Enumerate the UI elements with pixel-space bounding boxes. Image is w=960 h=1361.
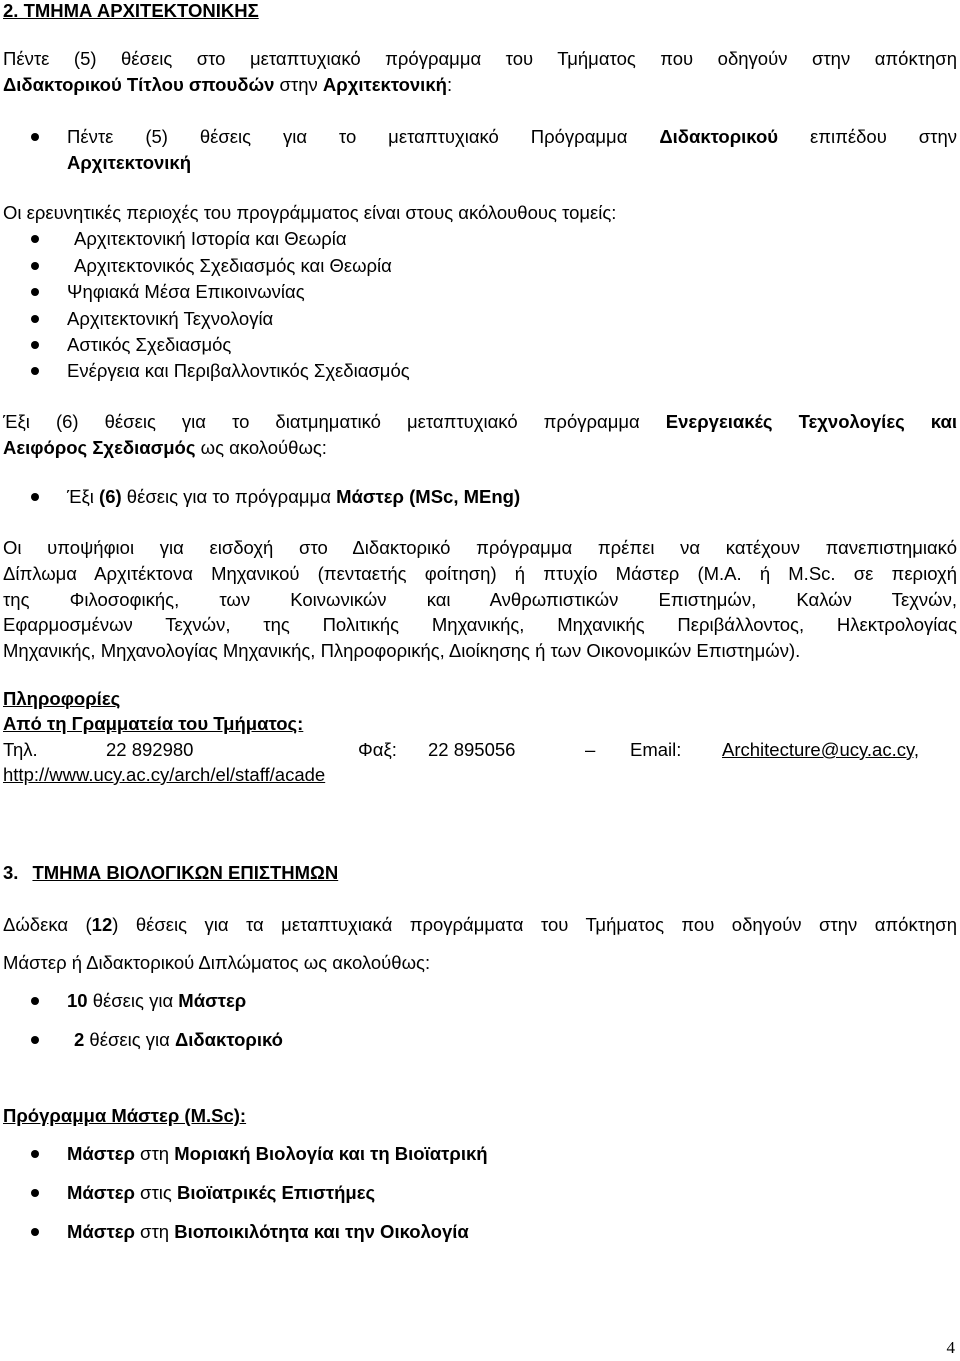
s2-area-item: Ενέργεια και Περιβαλλοντικός Σχεδιασμός bbox=[67, 360, 410, 381]
s2-msc-bullet bbox=[67, 486, 960, 508]
fax-value: 22 895056 bbox=[428, 739, 516, 760]
bullet-icon bbox=[31, 1150, 39, 1158]
bullet-icon bbox=[31, 235, 39, 243]
s2-area-item: Αρχιτεκτονικός Σχεδιασμός και Θεωρία bbox=[74, 255, 392, 276]
s2-intro-line-2 bbox=[3, 74, 957, 96]
bullet-icon bbox=[31, 1189, 39, 1197]
s2-area-item: Ψηφιακά Μέσα Επικοινωνίας bbox=[67, 281, 305, 302]
s3-program-type: Μάστερ bbox=[67, 1143, 135, 1164]
section-2-heading bbox=[3, 0, 957, 22]
s3-program-item bbox=[67, 1182, 960, 1204]
s2-six-bold: Ενεργειακές Τεχνολογίες και bbox=[665, 411, 957, 432]
tel-value: 22 892980 bbox=[106, 739, 194, 760]
s2-phd-bullet-text: Πέντε (5) θέσεις για το μεταπτυχιακό Πρόγραμμα bbox=[67, 126, 660, 147]
s3-program-name: Μοριακή Βιολογία και τη Βιοϊατρική bbox=[174, 1143, 488, 1164]
s3-program-type: Μάστερ bbox=[67, 1221, 135, 1242]
s2-phd-bullet-bold: Διδακτορικού bbox=[659, 126, 779, 147]
s3-phd-text: θέσεις για bbox=[84, 1029, 175, 1050]
s3-intro-tail: ) θέσεις για τα μεταπτυχιακά προγράμματα του Τμήματος που οδηγούν στην απόκτηση bbox=[112, 914, 957, 935]
s2-intro-bold-2: Αρχιτεκτονική bbox=[322, 74, 447, 95]
bullet-icon bbox=[31, 341, 39, 349]
s3-phd-positions bbox=[74, 1029, 960, 1051]
tel-label: Τηλ. bbox=[3, 739, 38, 760]
s3-intro-number: 12 bbox=[91, 914, 113, 935]
s2-intro-colon: : bbox=[446, 74, 453, 95]
s2-area-item: Αρχιτεκτονική Ιστορία και Θεωρία bbox=[74, 228, 347, 249]
s3-msc-count: 10 bbox=[67, 990, 88, 1011]
url-line bbox=[3, 764, 957, 786]
s3-programs-title bbox=[3, 1105, 957, 1127]
bullet-icon bbox=[31, 133, 39, 141]
s2-six-bold-2: Αειφόρος Σχεδιασμός bbox=[3, 437, 196, 458]
s2-six-text: Έξι (6) θέσεις για το διατμηματικό μεταπτυχιακό πρόγραμμα bbox=[3, 411, 666, 432]
s2-requirements-line: Δίπλωμα Αρχιτέκτονα Μηχανικού (πενταετής φοίτηση) ή πτυχίο Μάστερ (Μ.Α. ή Μ.Sc. σε περιοχή bbox=[3, 563, 957, 584]
secretariat-title-text: Από τη Γραμματεία του Τμήματος: bbox=[3, 713, 304, 734]
dash: – bbox=[585, 739, 596, 760]
bullet-icon bbox=[31, 288, 39, 296]
s3-program-prep: στη bbox=[134, 1143, 175, 1164]
s3-program-type: Μάστερ bbox=[67, 1182, 135, 1203]
s2-phd-bullet-line-1 bbox=[67, 126, 957, 148]
section-2-heading-text: 2. ΤΜΗΜΑ ΑΡΧΙΤΕΚΤΟΝΙΚΗΣ bbox=[3, 0, 259, 21]
s2-requirements-line: Μηχανικής, Μηχανολογίας Μηχανικής, Πληροφορικής, Διοίκησης ή των Οικονομικών Επιστημών). bbox=[3, 640, 801, 661]
secretariat-title bbox=[3, 713, 957, 735]
bullet-icon bbox=[31, 315, 39, 323]
s3-intro-line-1 bbox=[3, 914, 957, 936]
s3-program-prep: στη bbox=[134, 1221, 175, 1242]
s2-area-item: Αρχιτεκτονική Τεχνολογία bbox=[67, 308, 274, 329]
bullet-icon bbox=[31, 367, 39, 375]
s3-program-name: Βιοποικιλότητα και την Οικολογία bbox=[174, 1221, 469, 1242]
s2-six-tail: ως ακολούθως: bbox=[195, 437, 327, 458]
s2-requirements-line: της Φιλοσοφικής, των Κοινωνικών και Ανθρωπιστικών Επιστημών, Καλών Τεχνών, bbox=[3, 589, 957, 610]
section-3-heading bbox=[3, 862, 957, 884]
s3-program-name: Βιοϊατρικές Επιστήμες bbox=[176, 1182, 376, 1203]
email-link[interactable]: Architecture@ucy.ac.cy, bbox=[722, 739, 919, 760]
website-link[interactable]: http://www.ucy.ac.cy/arch/el/staff/acade bbox=[3, 764, 326, 785]
s2-intro-line-1: Πέντε (5) θέσεις στο μεταπτυχιακό πρόγραμμα του Τμήματος που οδηγούν στην απόκτηση bbox=[3, 48, 957, 69]
bullet-icon bbox=[31, 1228, 39, 1236]
s2-six-line-1 bbox=[3, 411, 957, 433]
s2-msc-bullet-mid: θέσεις για το πρόγραμμα bbox=[121, 486, 337, 507]
s2-msc-bullet-bold: Μάστερ (MSc, MEng) bbox=[336, 486, 521, 507]
s2-phd-bullet-tail: επιπέδου στην bbox=[778, 126, 957, 147]
page-number: 4 bbox=[946, 1338, 955, 1357]
s2-areas-intro: Οι ερευνητικές περιοχές του προγράμματος είναι στους ακόλουθους τομείς: bbox=[3, 202, 617, 223]
fax-label: Φαξ: bbox=[358, 739, 397, 760]
info-title bbox=[3, 688, 957, 710]
s3-program-item bbox=[67, 1221, 960, 1243]
s3-msc-positions bbox=[67, 990, 960, 1012]
s2-intro-text: στην bbox=[274, 74, 323, 95]
s2-intro-bold-1: Διδακτορικού Τίτλου σπουδών bbox=[3, 74, 275, 95]
section-3-number: 3. bbox=[3, 862, 19, 883]
s2-requirements-line: Εφαρμοσμένων Τεχνών, της Πολιτικής Μηχανικής, Μηχανικής Περιβάλλοντος, Ηλεκτρολογίας bbox=[3, 614, 957, 635]
s3-intro-line-2: Μάστερ ή Διδακτορικού Διπλώματος ως ακολούθως: bbox=[3, 952, 431, 973]
s2-phd-bullet-subject: Αρχιτεκτονική bbox=[67, 152, 192, 173]
s3-phd-count: 2 bbox=[74, 1029, 85, 1050]
s3-msc-label: Μάστερ bbox=[178, 990, 247, 1011]
s3-program-prep: στις bbox=[134, 1182, 177, 1203]
bullet-icon bbox=[31, 997, 39, 1005]
s3-msc-text: θέσεις για bbox=[87, 990, 179, 1011]
s3-intro-text: Δώδεκα ( bbox=[3, 914, 92, 935]
bullet-icon bbox=[31, 493, 39, 501]
s2-six-line-2 bbox=[3, 437, 957, 459]
info-title-text: Πληροφορίες bbox=[3, 688, 121, 709]
s3-phd-label: Διδακτορικό bbox=[175, 1029, 283, 1050]
section-3-heading-text: ΤΜΗΜΑ ΒΙΟΛΟΓΙΚΩΝ ΕΠΙΣΤΗΜΩΝ bbox=[32, 862, 339, 883]
s2-msc-bullet-text: Έξι bbox=[67, 486, 100, 507]
s3-program-item bbox=[67, 1143, 960, 1165]
bullet-icon bbox=[31, 1036, 39, 1044]
s2-msc-bullet-num: (6) bbox=[99, 486, 122, 507]
s2-requirements-line: Οι υποψήφιοι για εισδοχή στο Διδακτορικό πρόγραμμα πρέπει να κατέχουν πανεπιστημιακό bbox=[3, 537, 957, 558]
s2-phd-bullet-line-2 bbox=[67, 152, 957, 174]
email-label: Email: bbox=[630, 739, 682, 760]
s2-area-item: Αστικός Σχεδιασμός bbox=[67, 334, 232, 355]
bullet-icon bbox=[31, 262, 39, 270]
s3-programs-title-text: Πρόγραμμα Μάστερ (M.Sc): bbox=[3, 1105, 247, 1126]
